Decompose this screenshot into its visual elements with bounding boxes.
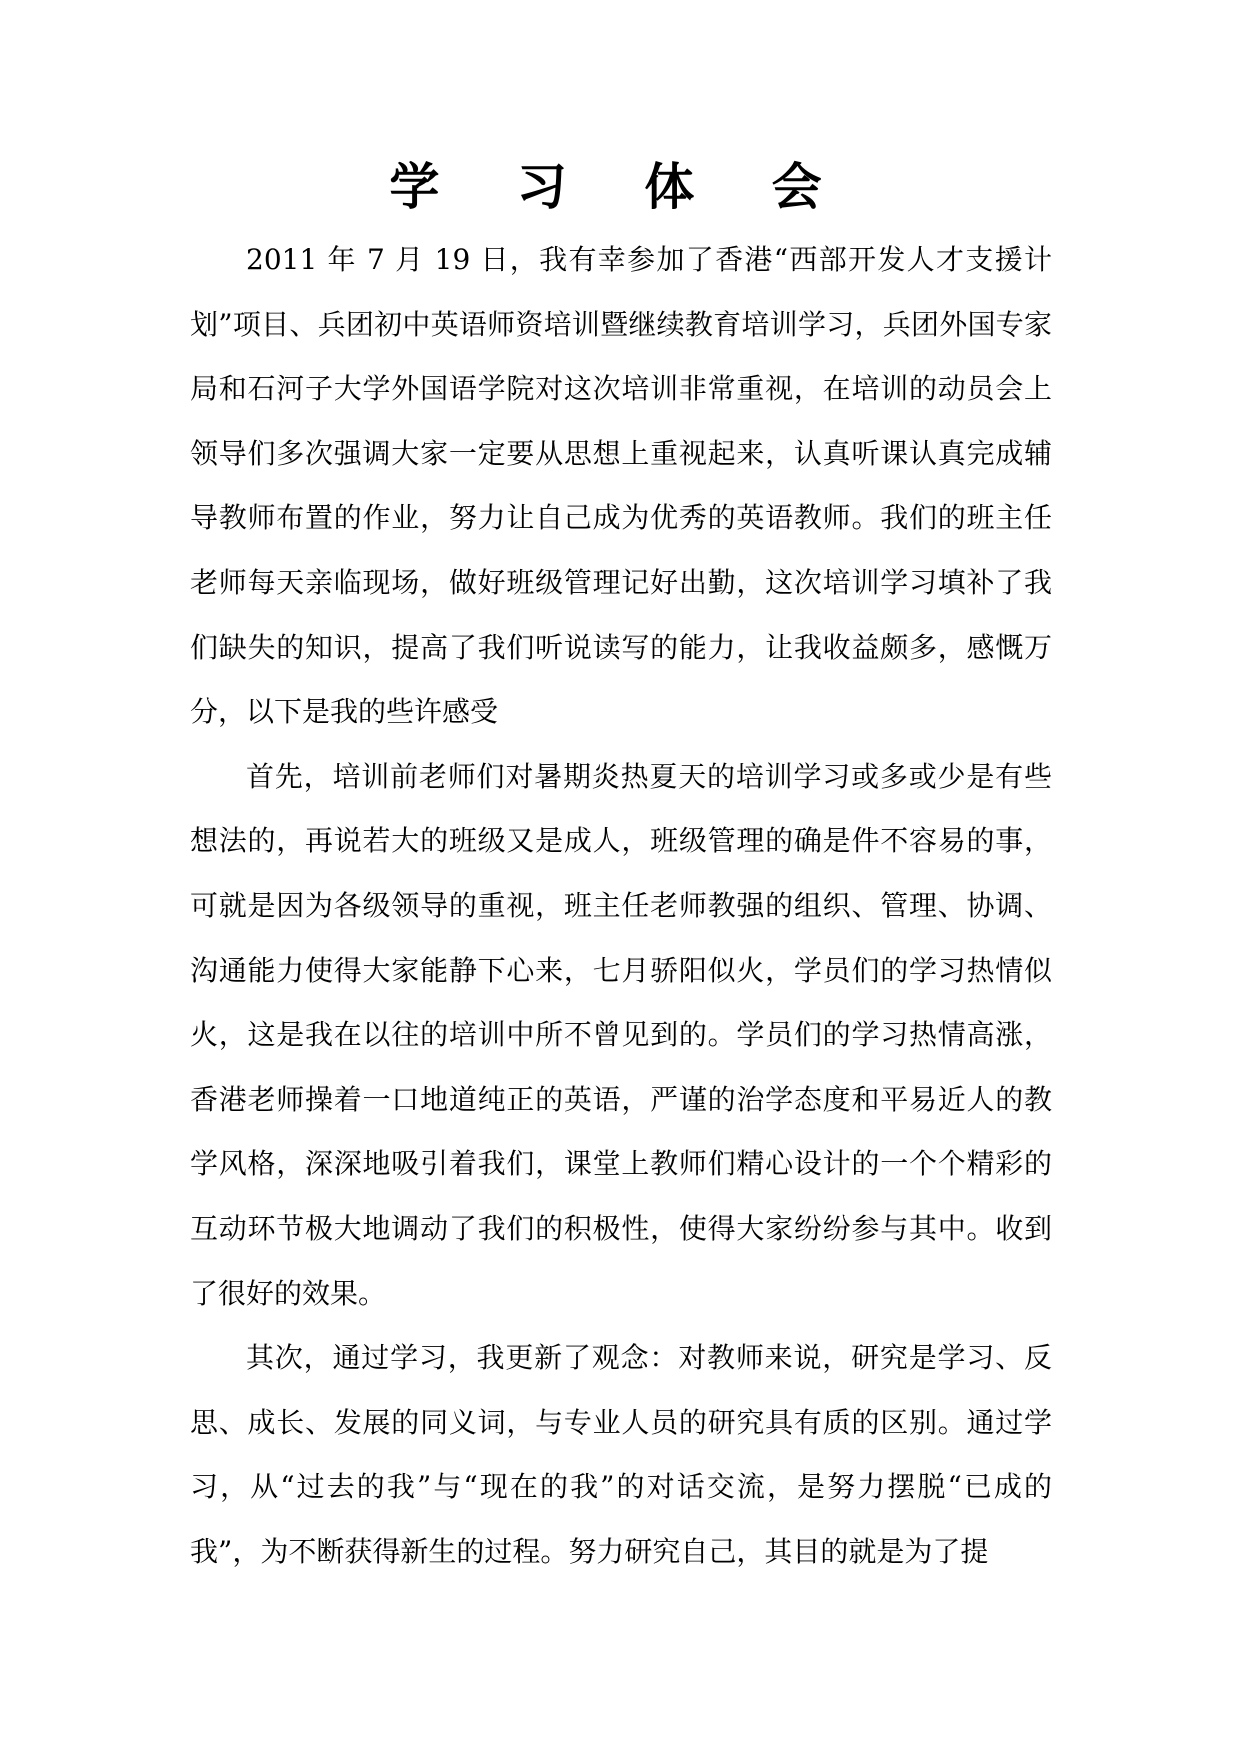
- paragraph-2: 首先，培训前老师们对暑期炎热夏天的培训学习或多或少是有些想法的，再说若大的班级又是成人，班级管理的确是件不容易的事，可就是因为各级领导的重视，班主任老师教强的组织、管理、协调、沟通能力使得大家能静下心来，七月骄阳似火，学员们的学习热情似火，这是我在以往的培训中所不曾见到的。学员们的学习热情高涨，香港老师操着一口地道纯正的英语，严谨的治学态度和平易近人的教学风格，深深地吸引着我们，课堂上教师们精心设计的一个个精彩的互动环节极大地调动了我们的积极性，使得大家纷纷参与其中。收到了很好的效果。: [190, 759, 1052, 1310]
- document-body: [190, 228, 1052, 1584]
- paragraph-1: 2011 年 7 月 19 日，我有幸参加了香港“西部开发人才支援计划”项目、兵团初中英语师资培训暨继续教育培训学习，兵团外国专家局和石河子大学外国语学院对这次培训非常重视，在培训的动员会上领导们多次强调大家一定要从思想上重视起来，认真听课认真完成辅导教师布置的作业，努力让自己成为优秀的英语教师。我们的班主任老师每天亲临现场，做好班级管理记好出勤，这次培训学习填补了我们缺失的知识，提高了我们听说读写的能力，让我收益颇多，感慨万分，以下是我的些许感受: [190, 243, 1052, 729]
- document-title: 学 习 体 会: [389, 158, 852, 216]
- paragraph-3: 其次，通过学习，我更新了观念：对教师来说，研究是学习、反思、成长、发展的同义词，与专业人员的研究具有质的区别。通过学习，从“过去的我”与“现在的我”的对话交流，是努力摆脱“已成的我”，为不断获得新生的过程。努力研究自己，其目的就是为了提: [190, 1341, 1052, 1568]
